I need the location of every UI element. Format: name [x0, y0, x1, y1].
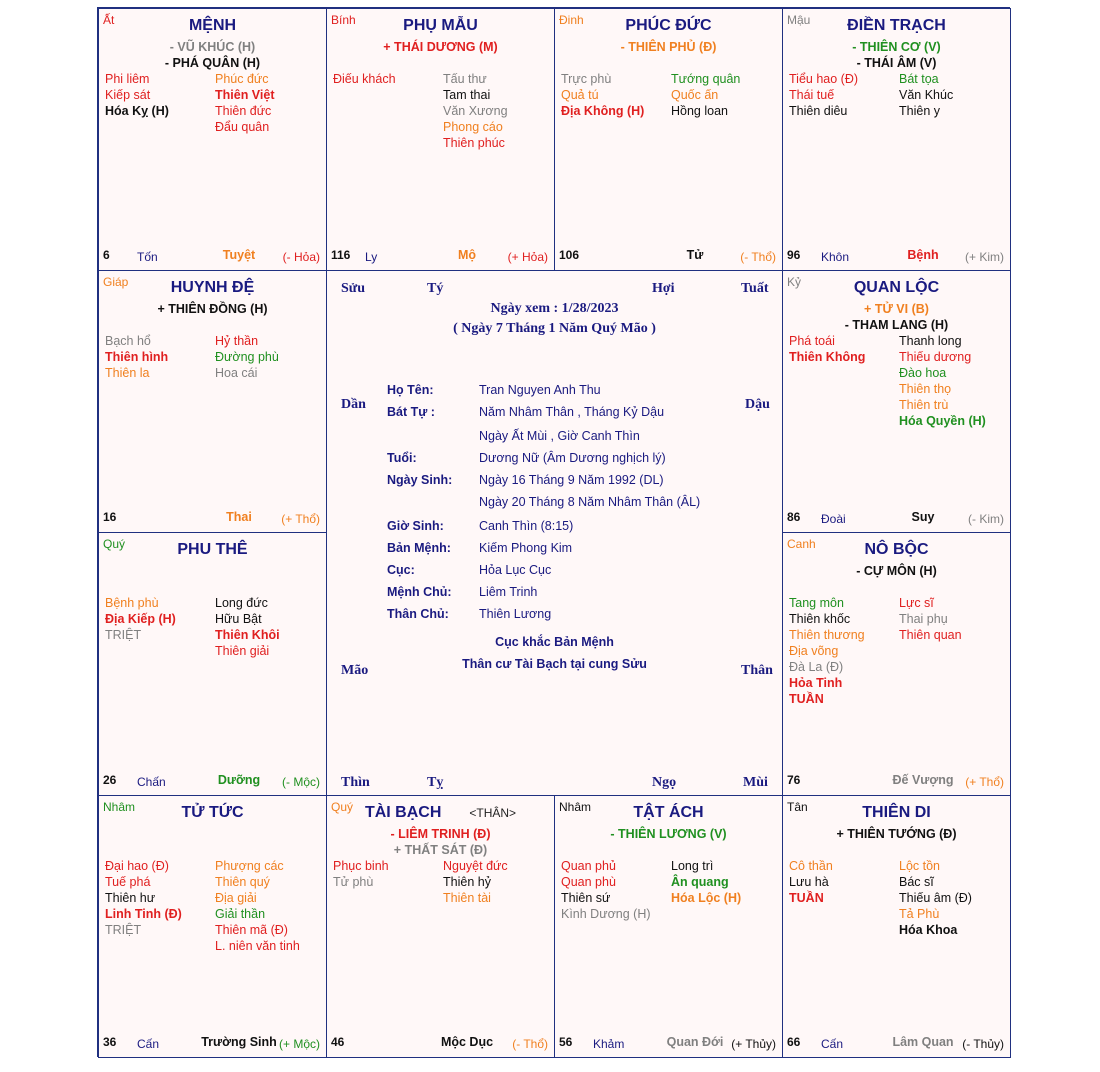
- life-stage: Bệnh: [907, 248, 939, 262]
- minor-stars-right: [215, 71, 324, 135]
- minor-star: Đẩu quân: [215, 120, 270, 134]
- main-stars: [783, 563, 1010, 579]
- palace-title: TỬ TỨC: [181, 804, 244, 821]
- minor-stars-right: [671, 858, 780, 906]
- palace-footer: [787, 1033, 1004, 1049]
- heavenly-stem: Giáp: [103, 275, 129, 289]
- minor-star: Thiên quan: [899, 628, 962, 642]
- minor-star: Địa giải: [215, 891, 257, 905]
- palace-element: (- Hỏa): [282, 250, 320, 264]
- minor-star: Địa võng: [789, 644, 839, 658]
- palace-name: [555, 804, 782, 822]
- minor-star: Thiên phúc: [443, 136, 505, 150]
- info-label: Bản Mệnh:: [387, 541, 451, 555]
- minor-stars-right: [899, 595, 1008, 643]
- palace-title: THIÊN DI: [862, 804, 931, 821]
- main-stars: [555, 39, 782, 55]
- minor-star: TUẦN: [789, 692, 824, 706]
- dai-han-number: 96: [787, 248, 801, 262]
- minor-star: Tam thai: [443, 88, 491, 102]
- minor-star: Hóa Kỵ (H): [105, 104, 169, 118]
- minor-star: Thiên tài: [443, 891, 491, 905]
- minor-star: Tả Phù: [899, 907, 940, 921]
- minor-star: Thiên diêu: [789, 104, 848, 118]
- minor-star: Kình Dương (H): [561, 907, 651, 921]
- minor-star: Điếu khách: [333, 72, 396, 86]
- minor-star: Tử phù: [333, 875, 374, 889]
- minor-stars-left: [105, 595, 214, 643]
- dai-han-number: 16: [103, 510, 117, 524]
- minor-star: TRIỆT: [105, 628, 142, 642]
- palace-footer: [787, 771, 1004, 787]
- life-stage: Đế Vượng: [892, 773, 954, 787]
- heavenly-stem: Nhâm: [103, 800, 136, 814]
- palace-phu-the: [98, 532, 327, 796]
- minor-star: Tấu thư: [443, 72, 487, 86]
- info-value: Thiên Lương: [479, 607, 552, 621]
- palace-element: (+ Hỏa): [507, 250, 548, 264]
- minor-star: Nguyệt đức: [443, 859, 508, 873]
- minor-star: Bệnh phù: [105, 596, 159, 610]
- palace-dien-trach: [782, 8, 1011, 271]
- branch-dan: Dần: [341, 397, 366, 412]
- minor-star: Hỷ thần: [215, 334, 259, 348]
- minor-stars-right: [899, 333, 1008, 429]
- main-star: - THIÊN PHỦ (Đ): [620, 40, 717, 54]
- minor-star: Thiên sứ: [561, 891, 611, 905]
- branch-thin: Thìn: [341, 775, 370, 790]
- heavenly-stem: Canh: [787, 537, 816, 551]
- palace-title: TẬT ÁCH: [633, 804, 704, 821]
- tuvi-chart: [97, 7, 1010, 1057]
- minor-stars-right: [215, 333, 324, 381]
- minor-star: Địa Không (H): [561, 104, 645, 118]
- palace-thien-di: [782, 795, 1011, 1058]
- palace-name: [327, 804, 554, 822]
- minor-star: Thiên hình: [105, 350, 169, 364]
- minor-star: Bác sĩ: [899, 875, 934, 889]
- minor-star: Tuế phá: [105, 875, 151, 889]
- minor-stars-left: [105, 333, 214, 381]
- palace-footer: [103, 508, 320, 524]
- branch-ngo: Ngọ: [652, 775, 677, 790]
- palace-name: [99, 541, 326, 559]
- palace-title: PHỤ MẪU: [403, 17, 478, 34]
- minor-star: Tướng quân: [671, 72, 741, 86]
- minor-star: Thiên trù: [899, 398, 949, 412]
- minor-star: Thái tuế: [789, 88, 835, 102]
- trigram-direction: Đoài: [821, 512, 846, 526]
- minor-star: TRIỆT: [105, 923, 142, 937]
- minor-star: Văn Khúc: [899, 88, 954, 102]
- palace-element: (- Thổ): [512, 1037, 548, 1051]
- palace-name: [783, 279, 1010, 297]
- life-stage: Dưỡng: [217, 773, 261, 787]
- main-stars: [99, 39, 326, 71]
- minor-star: Quan phù: [561, 875, 616, 889]
- lunar-date: ( Ngày 7 Tháng 1 Năm Quý Mão ): [453, 321, 656, 336]
- minor-star: Đà La (Đ): [789, 660, 844, 674]
- palace-element: (+ Mộc): [278, 1037, 320, 1051]
- minor-stars-right: [899, 858, 1008, 938]
- minor-star: Lực sĩ: [899, 596, 934, 610]
- dai-han-number: 6: [103, 248, 110, 262]
- minor-star: Tiểu hao (Đ): [789, 72, 859, 86]
- minor-star: Tang môn: [789, 596, 844, 610]
- minor-stars-left: [789, 858, 898, 906]
- trigram-direction: Khôn: [821, 250, 850, 264]
- life-stage: Mộ: [457, 248, 477, 262]
- info-value: Kiếm Phong Kim: [479, 541, 573, 555]
- branch-ty-top: Tý: [427, 281, 444, 296]
- main-star: + THIÊN ĐỒNG (H): [157, 302, 268, 316]
- palace-tu-tuc: [98, 795, 327, 1058]
- info-value: Ngày Ất Mùi , Giờ Canh Thìn: [479, 429, 640, 443]
- palace-phuc-duc: [554, 8, 783, 271]
- minor-star: Thiên mã (Đ): [215, 923, 288, 937]
- palace-element: (+ Kim): [965, 250, 1004, 264]
- minor-star: Đại hao (Đ): [105, 859, 169, 873]
- palace-name: [783, 541, 1010, 559]
- minor-star: Thiên giải: [215, 644, 270, 658]
- palace-name: [99, 17, 326, 35]
- info-label: Giờ Sinh:: [387, 519, 444, 533]
- minor-star: Hoa cái: [215, 366, 258, 380]
- dai-han-number: 26: [103, 773, 117, 787]
- branch-tuat: Tuất: [741, 281, 769, 296]
- minor-stars-left: [789, 71, 898, 119]
- center-info-panel: [326, 270, 783, 796]
- palace-footer: [787, 508, 1004, 524]
- minor-star: Quốc ấn: [671, 88, 719, 102]
- heavenly-stem: Nhâm: [559, 800, 592, 814]
- main-stars: [783, 826, 1010, 842]
- palace-menh: [98, 8, 327, 271]
- life-stage: Thai: [226, 510, 252, 524]
- minor-star: L. niên văn tinh: [215, 939, 300, 953]
- minor-star: Phượng các: [215, 859, 284, 873]
- minor-star: Hóa Khoa: [899, 923, 958, 937]
- dai-han-number: 86: [787, 510, 801, 524]
- minor-star: Phục binh: [333, 859, 389, 873]
- minor-star: Thiên Không: [789, 350, 866, 364]
- palace-name: [327, 17, 554, 35]
- palace-footer: [559, 246, 776, 262]
- heavenly-stem: Quý: [331, 800, 354, 814]
- main-stars: [555, 826, 782, 842]
- branch-mao: Mão: [341, 663, 369, 678]
- info-value: Liêm Trinh: [479, 585, 538, 599]
- main-star: - CỰ MÔN (H): [856, 564, 937, 578]
- heavenly-stem: Bính: [331, 13, 356, 27]
- info-label: Thân Chủ:: [387, 607, 449, 621]
- info-value: Canh Thìn (8:15): [479, 519, 574, 533]
- info-label: Tuổi:: [387, 451, 417, 465]
- palace-footer: [331, 1033, 548, 1049]
- palace-title: MỆNH: [188, 17, 237, 34]
- minor-star: Phi liêm: [105, 72, 150, 86]
- minor-stars-right: [215, 858, 324, 954]
- main-star: - THÁI ÂM (V): [856, 56, 937, 70]
- info-label: Mệnh Chủ:: [387, 585, 452, 599]
- palace-name: [99, 804, 326, 822]
- palace-element: (- Thủy): [962, 1037, 1004, 1051]
- palace-title: ĐIỀN TRẠCH: [847, 17, 946, 34]
- palace-quan-loc: [782, 270, 1011, 533]
- minor-star: Cô thần: [789, 859, 833, 873]
- palace-title: HUYNH ĐỆ: [170, 279, 255, 296]
- main-star: + THIÊN TƯỚNG (Đ): [836, 827, 957, 841]
- minor-star: Thiên thọ: [899, 382, 952, 396]
- minor-star: Quả tú: [561, 88, 599, 102]
- minor-star: Phúc đức: [215, 72, 269, 86]
- heavenly-stem: Kỷ: [787, 275, 802, 289]
- minor-star: Thiên Khôi: [215, 628, 280, 642]
- minor-stars-left: [333, 71, 442, 87]
- info-value: Năm Nhâm Thân , Tháng Kỷ Dậu: [479, 405, 665, 419]
- palace-phu-mau: [326, 8, 555, 271]
- minor-stars-right: [899, 71, 1008, 119]
- main-star: - THIÊN CƠ (V): [852, 40, 941, 54]
- minor-star: Long trì: [671, 859, 714, 873]
- minor-stars-left: [789, 595, 898, 707]
- minor-star: Phong cáo: [443, 120, 503, 134]
- life-stage: Mộc Dục: [440, 1035, 494, 1049]
- minor-star: Thiếu âm (Đ): [899, 891, 972, 905]
- minor-stars-left: [105, 71, 214, 119]
- minor-star: Giải thần: [215, 907, 266, 921]
- minor-star: Lộc tồn: [899, 859, 941, 873]
- info-value: Tran Nguyen Anh Thu: [479, 383, 601, 397]
- branch-suu: Sửu: [341, 281, 365, 296]
- minor-star: Thiên y: [899, 104, 940, 118]
- dai-han-number: 46: [331, 1035, 345, 1049]
- palace-title: NÔ BỘC: [864, 541, 929, 558]
- palace-footer: [787, 246, 1004, 262]
- minor-star: Thiên hư: [105, 891, 156, 905]
- main-stars: [327, 39, 554, 55]
- palace-tat-ach: [554, 795, 783, 1058]
- minor-star: TUẦN: [789, 891, 824, 905]
- palace-name: [783, 804, 1010, 822]
- minor-star: Thiên la: [105, 366, 150, 380]
- life-stage: Trường Sinh: [201, 1035, 277, 1049]
- heavenly-stem: Quý: [103, 537, 126, 551]
- palace-element: (- Kim): [968, 512, 1004, 526]
- main-star: + THÁI DƯƠNG (M): [383, 40, 498, 54]
- dai-han-number: 56: [559, 1035, 573, 1049]
- palace-title: PHU THÊ: [177, 541, 248, 558]
- life-stage: Quan Đới: [666, 1035, 724, 1049]
- info-label: Họ Tên:: [387, 383, 434, 397]
- life-stage: Tử: [686, 248, 704, 262]
- heavenly-stem: Tân: [787, 800, 808, 814]
- minor-star: Quan phủ: [561, 859, 616, 873]
- minor-stars-right: [443, 858, 552, 906]
- main-stars: [783, 39, 1010, 71]
- life-stage: Suy: [911, 510, 935, 524]
- minor-stars-right: [443, 71, 552, 151]
- minor-stars-right: [671, 71, 780, 119]
- palace-footer: [331, 246, 548, 262]
- palace-name: [99, 279, 326, 297]
- minor-star: Hỏa Tinh: [789, 676, 843, 690]
- info-value: Dương Nữ (Âm Dương nghịch lý): [479, 451, 666, 465]
- trigram-direction: Cấn: [137, 1037, 160, 1051]
- palace-footer: [103, 1033, 320, 1049]
- main-stars: [99, 301, 326, 317]
- main-star: + THẤT SÁT (Đ): [393, 843, 488, 857]
- than-marker: <THÂN>: [469, 806, 517, 820]
- minor-star: Bát tọa: [899, 72, 939, 86]
- palace-element: (- Thổ): [740, 250, 776, 264]
- minor-star: Địa Kiếp (H): [105, 612, 176, 626]
- minor-star: Kiếp sát: [105, 88, 151, 102]
- palace-title: TÀI BẠCH: [364, 804, 442, 821]
- minor-star: Thanh long: [899, 334, 962, 348]
- note-than-cu: Thân cư Tài Bạch tại cung Sửu: [462, 657, 647, 671]
- minor-stars-left: [561, 858, 670, 922]
- main-star: - PHÁ QUÂN (H): [164, 56, 261, 70]
- palace-no-boc: [782, 532, 1011, 796]
- minor-star: Đường phù: [215, 350, 279, 364]
- view-date: Ngày xem : 1/28/2023: [490, 301, 619, 316]
- palace-footer: [103, 246, 320, 262]
- dai-han-number: 116: [331, 248, 351, 262]
- minor-star: Thai phụ: [899, 612, 948, 626]
- minor-star: Thiên thương: [789, 628, 865, 642]
- branch-dau: Dậu: [745, 397, 770, 412]
- palace-element: (+ Thổ): [281, 512, 320, 526]
- palace-element: (- Mộc): [282, 775, 320, 789]
- minor-star: Hồng loan: [671, 104, 728, 118]
- palace-element: (+ Thủy): [731, 1037, 776, 1051]
- palace-footer: [103, 771, 320, 787]
- info-label: Ngày Sinh:: [387, 473, 453, 487]
- minor-star: Thiên quý: [215, 875, 270, 889]
- branch-mui: Mùi: [743, 775, 768, 790]
- trigram-direction: Khảm: [593, 1037, 625, 1051]
- info-label: Bát Tự :: [387, 405, 435, 419]
- palace-title: QUAN LỘC: [853, 279, 940, 296]
- palace-name: [783, 17, 1010, 35]
- branch-than: Thân: [741, 663, 773, 678]
- minor-star: Trực phù: [561, 72, 612, 86]
- minor-star: Thiếu dương: [899, 350, 972, 364]
- info-label: Cục:: [387, 563, 415, 577]
- trigram-direction: Tốn: [137, 250, 158, 264]
- palace-element: (+ Thổ): [965, 775, 1004, 789]
- minor-star: Thiên Việt: [215, 88, 275, 102]
- trigram-direction: Cấn: [821, 1037, 844, 1051]
- main-star: - LIÊM TRINH (Đ): [390, 827, 491, 841]
- dai-han-number: 66: [787, 1035, 801, 1049]
- main-star: - VŨ KHÚC (H): [169, 40, 256, 54]
- main-stars: [783, 301, 1010, 333]
- minor-stars-left: [105, 858, 214, 938]
- trigram-direction: Chấn: [137, 775, 166, 789]
- life-stage: Tuyệt: [222, 248, 256, 262]
- heavenly-stem: Mậu: [787, 13, 811, 27]
- note-cuc-khac: Cục khắc Bản Mệnh: [495, 635, 614, 649]
- minor-star: Linh Tinh (Đ): [105, 907, 182, 921]
- minor-star: Đào hoa: [899, 366, 947, 380]
- main-star: + TỬ VI (B): [864, 302, 929, 316]
- palace-name: [555, 17, 782, 35]
- main-star: - THIÊN LƯƠNG (V): [610, 827, 727, 841]
- branch-ty-bottom: Tỵ: [427, 775, 444, 790]
- minor-star: Ân quang: [671, 875, 729, 889]
- minor-star: Lưu hà: [789, 875, 829, 889]
- palace-huynh-de: [98, 270, 327, 533]
- info-value: Hỏa Lục Cục: [479, 563, 552, 577]
- minor-star: Thiên khốc: [789, 612, 851, 626]
- info-value: Ngày 20 Tháng 8 Năm Nhâm Thân (ÂL): [479, 495, 701, 509]
- minor-stars-left: [789, 333, 898, 365]
- minor-star: Thiên đức: [215, 104, 272, 118]
- info-value: Ngày 16 Tháng 9 Năm 1992 (DL): [479, 473, 664, 487]
- palace-title: PHÚC ĐỨC: [625, 17, 712, 34]
- minor-star: Bạch hổ: [105, 334, 151, 348]
- minor-star: Long đức: [215, 596, 268, 610]
- heavenly-stem: Đinh: [559, 13, 584, 27]
- minor-star: Hóa Lộc (H): [671, 891, 742, 905]
- branch-hoi: Hợi: [652, 281, 675, 296]
- heavenly-stem: Ất: [103, 13, 115, 27]
- minor-stars-left: [333, 858, 442, 890]
- minor-stars-right: [215, 595, 324, 659]
- life-stage: Lâm Quan: [892, 1035, 954, 1049]
- main-star: - THAM LANG (H): [844, 318, 949, 332]
- trigram-direction: Ly: [365, 250, 378, 264]
- dai-han-number: 36: [103, 1035, 117, 1049]
- dai-han-number: 76: [787, 773, 801, 787]
- palace-footer: [559, 1033, 776, 1049]
- minor-star: Phá toái: [789, 334, 835, 348]
- palace-tai-bach: [326, 795, 555, 1058]
- main-stars: [327, 826, 554, 858]
- minor-star: Văn Xương: [443, 104, 508, 118]
- dai-han-number: 106: [559, 248, 580, 262]
- minor-stars-left: [561, 71, 670, 119]
- minor-star: Hóa Quyền (H): [899, 414, 986, 428]
- minor-star: Hữu Bật: [215, 612, 262, 626]
- minor-star: Thiên hỷ: [443, 875, 491, 889]
